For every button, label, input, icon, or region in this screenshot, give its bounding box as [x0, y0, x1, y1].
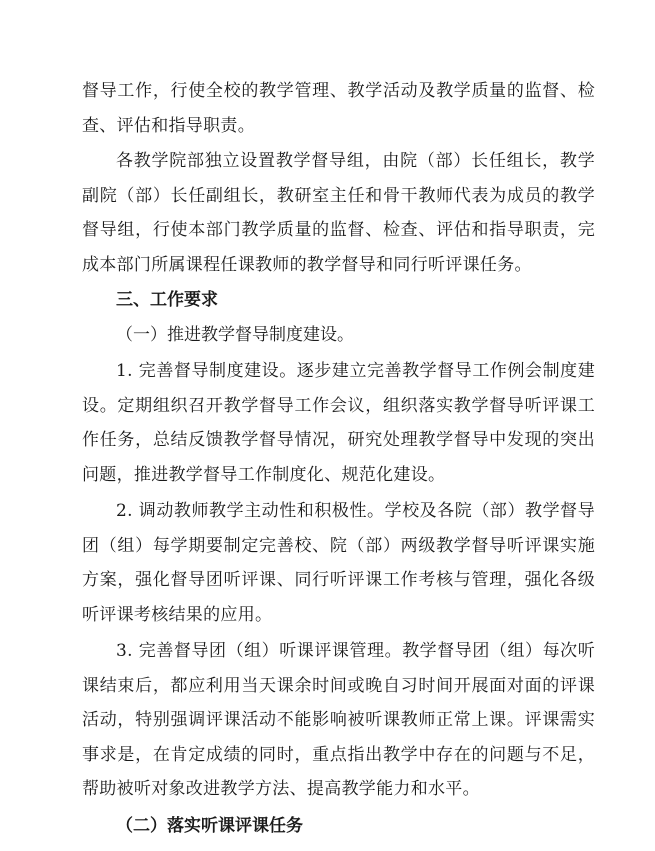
item-2-motivate-teachers: 2. 调动教师教学主动性和积极性。学校及各院（部）教学督导团（组）每学期要制定完善校、院（部）两级教学督导听评课实施方案，强化督导团听评课、同行听评课工作考核与管理，强化各级听评课考核结果的应用。 — [82, 501, 595, 625]
item-1-improve-system: 1. 完善督导制度建设。逐步建立完善教学督导工作例会制度建设。定期组织召开教学督导工作会议，组织落实教学督导听评课工作任务，总结反馈教学督导情况，研究处理教学督导中发现的突出问题，推进教学督导工作制度化、规范化建设。 — [82, 361, 595, 485]
item-3-lesson-evaluation: 3. 完善督导团（组）听课评课管理。教学督导团（组）每次听课结束后，都应利用当天课余时间或晚自习时间开展面对面的评课活动，特别强调评课活动不能影响被听课教师正常上课。评课需实事求是，在肯定成绩的同时，重点指出教学中存在的问题与不足，帮助被听对象改进教学方法、提高教学能力和水平。 — [82, 641, 595, 799]
paragraph-supervision-duties: 督导工作，行使全校的教学管理、教学活动及教学质量的监督、检查、评估和指导职责。 — [82, 81, 595, 136]
section-heading-work-requirements: 三、工作要求 — [116, 290, 218, 310]
subheading-system-construction: （一）推进教学督导制度建设。 — [116, 324, 354, 345]
paragraph-department-groups: 各教学院部独立设置教学督导组，由院（部）长任组长，教学副院（部）长任副组长，教研室主任和骨干教师代表为成员的教学督导组，行使本部门教学质量的监督、检查、评估和指导职责，完成本部门所属课程任课教师的教学督导和同行听评课任务。 — [82, 151, 595, 275]
subheading-implement-tasks: （二）落实听课评课任务 — [116, 815, 303, 836]
